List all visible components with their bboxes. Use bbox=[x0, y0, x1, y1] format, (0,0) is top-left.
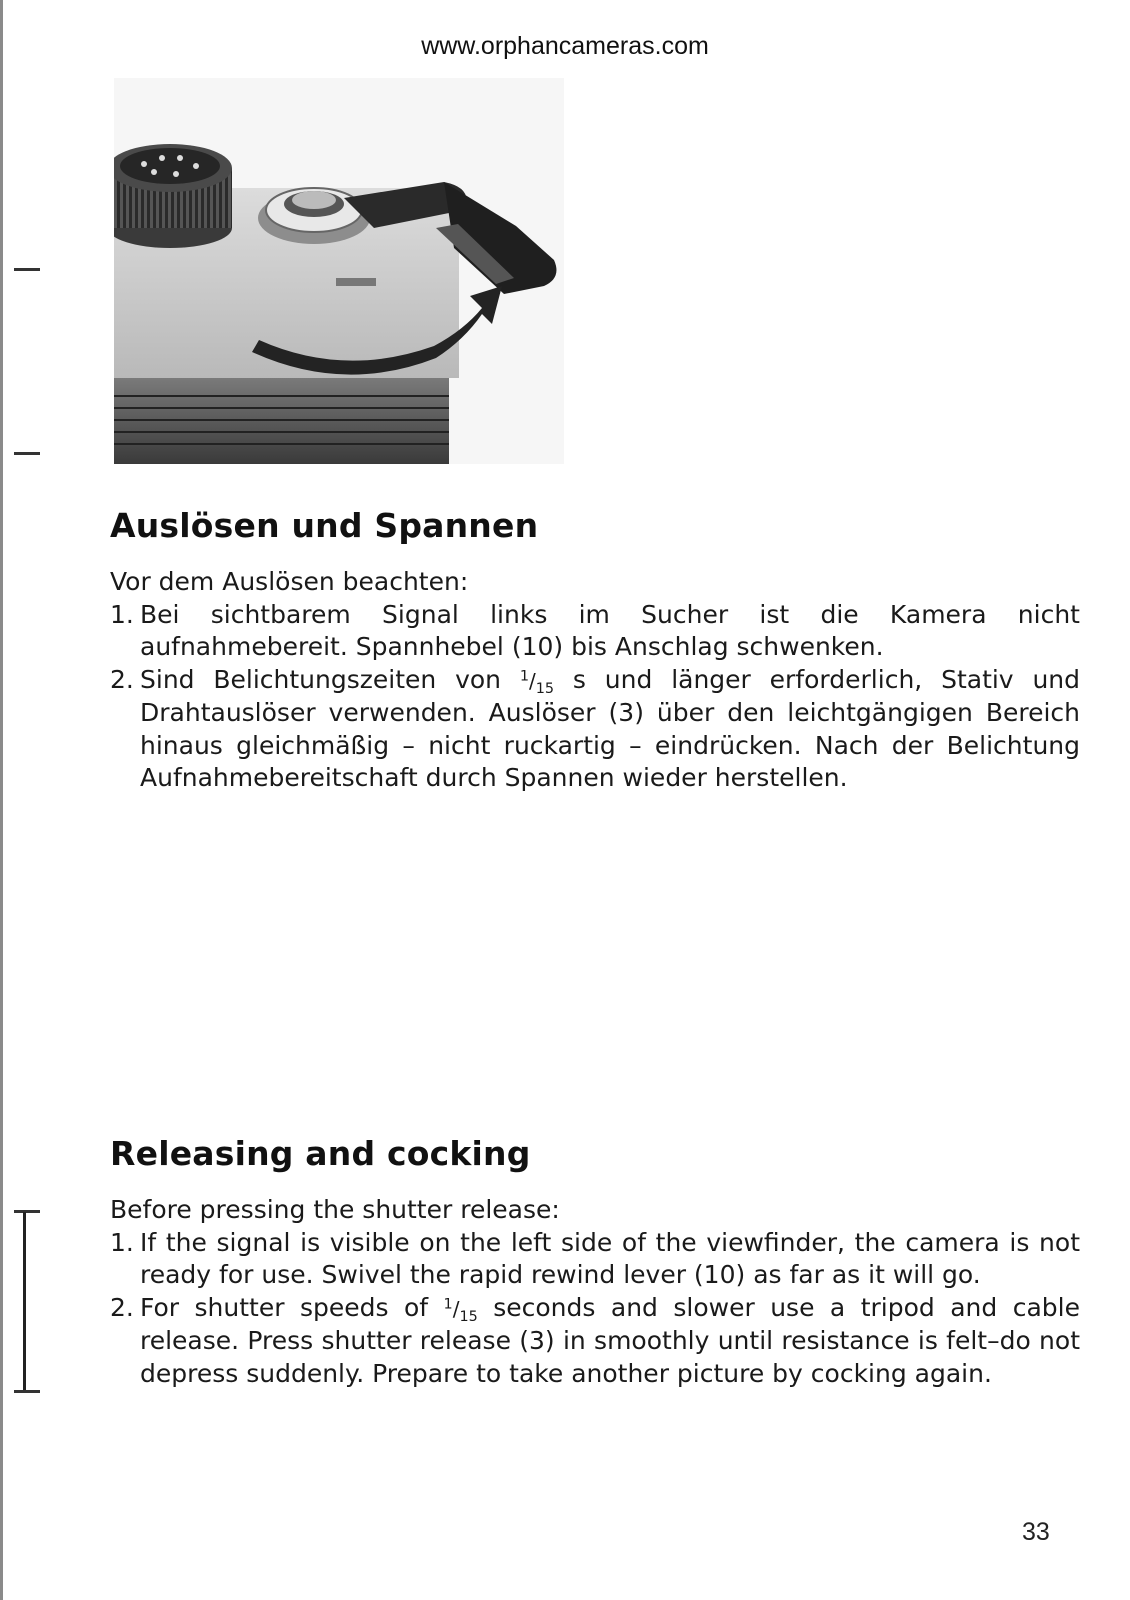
german-intro: Vor dem Auslösen beachten: bbox=[110, 567, 469, 596]
margin-bracket bbox=[23, 1212, 26, 1392]
item-text: seconds and slower use a tripod and cable release. Press shutter release (3) in smoothly until resistance is felt–do not depress suddenly. Prepare to take another picture by cocking again. bbox=[140, 1292, 1080, 1388]
list-item bbox=[110, 1227, 1080, 1292]
fraction-denominator: 15 bbox=[535, 680, 555, 697]
english-intro: Before pressing the shutter release: bbox=[110, 1195, 560, 1224]
margin-mark bbox=[14, 268, 40, 271]
camera-photo bbox=[114, 78, 564, 464]
margin-mark bbox=[14, 452, 40, 455]
fraction: $^1/_{15}$ bbox=[443, 1295, 478, 1325]
fraction-denominator: 15 bbox=[459, 1308, 478, 1325]
item-number: 1. bbox=[110, 1227, 134, 1257]
margin-mark bbox=[14, 1390, 40, 1393]
fraction: $^1/_{15}$ bbox=[519, 667, 555, 697]
fraction-numerator: 1 bbox=[519, 667, 530, 684]
english-list bbox=[110, 1227, 1080, 1391]
german-heading: Auslösen und Spannen bbox=[110, 506, 539, 545]
german-list bbox=[110, 599, 1080, 795]
list-item bbox=[110, 599, 1080, 664]
fraction-numerator: 1 bbox=[443, 1295, 453, 1312]
page-number: 33 bbox=[1022, 1518, 1050, 1546]
german-section bbox=[110, 566, 1080, 795]
item-number: 1. bbox=[110, 599, 134, 629]
margin-mark bbox=[14, 1210, 40, 1213]
item-text: s und länger erforderlich, Stativ und Drahtauslöser verwenden. Auslöser (3) über den leichtgängigen Bereich hinaus gleichmäßig – nicht ruckartig – eindrücken. Nach der Belichtung Aufnahmebereitschaft durch Spannen wieder herstellen. bbox=[140, 664, 1081, 792]
site-url: www.orphancameras.com bbox=[421, 32, 709, 60]
list-item bbox=[110, 664, 1080, 795]
list-item bbox=[110, 1292, 1080, 1391]
binding-edge bbox=[0, 0, 3, 1600]
english-heading: Releasing and cocking bbox=[110, 1134, 531, 1173]
item-text: Sind Belichtungszeiten von bbox=[140, 664, 520, 694]
english-section bbox=[110, 1194, 1080, 1390]
item-number: 2. bbox=[110, 664, 134, 694]
item-text: If the signal is visible on the left side of the viewfinder, the camera is not ready for use. Swivel the rapid rewind lever (10) as far as it will go. bbox=[140, 1227, 1080, 1289]
item-number: 2. bbox=[110, 1292, 134, 1322]
item-text: For shutter speeds of bbox=[140, 1292, 444, 1322]
item-text: Bei sichtbarem Signal links im Sucher ist die Kamera nicht aufnahmebereit. Spannhebel (10) bis Anschlag schwenken. bbox=[140, 599, 1080, 661]
